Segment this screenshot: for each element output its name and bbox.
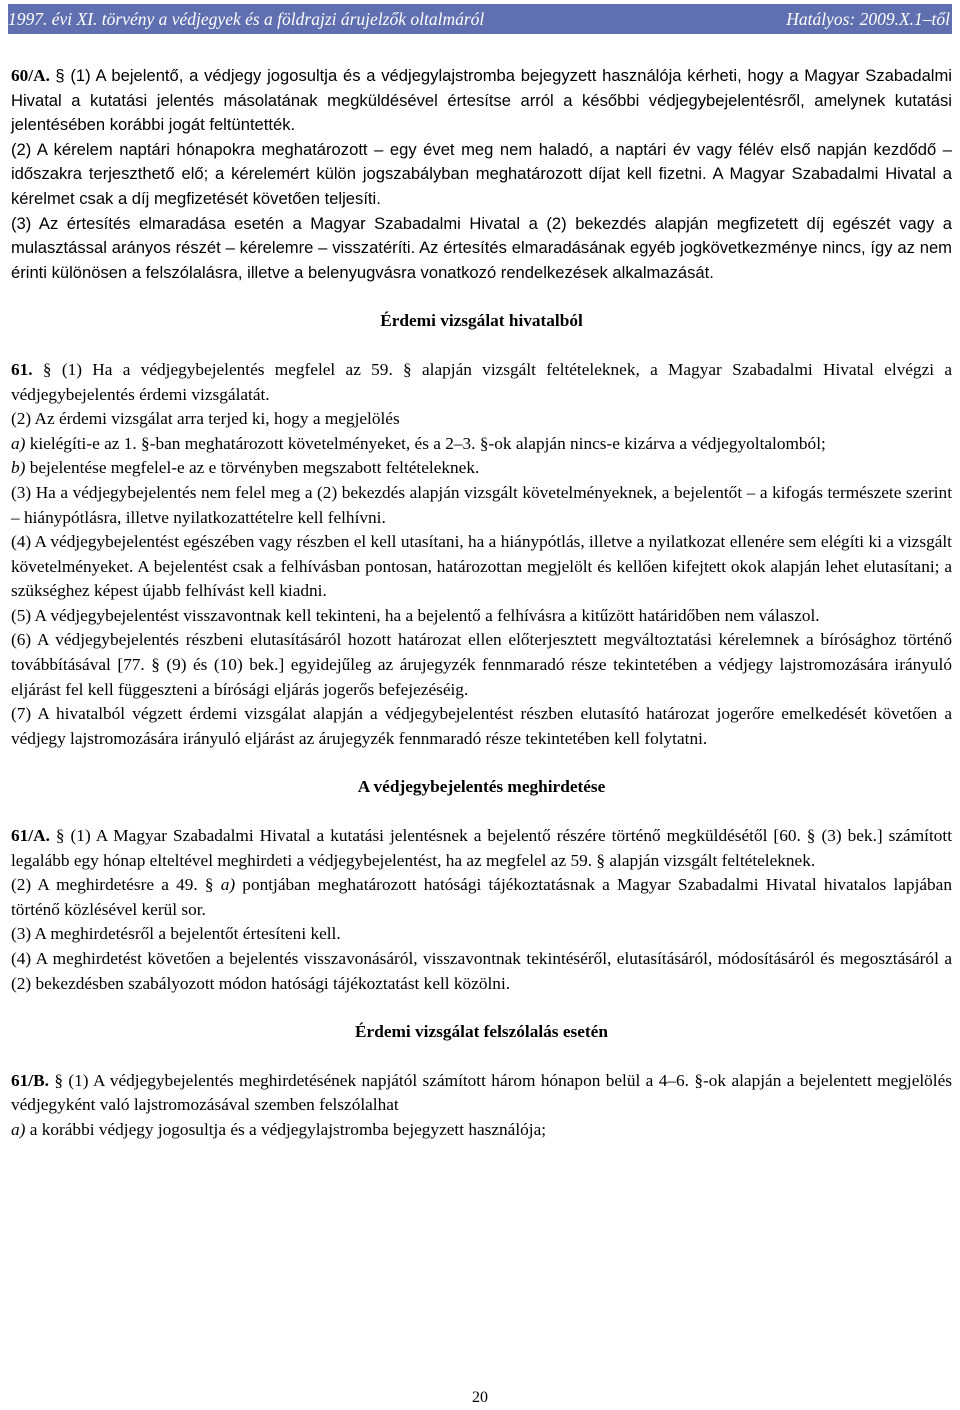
section-61a-paragraph-1 [11,824,952,873]
item-letter: a) [11,433,26,453]
section-heading: Érdemi vizsgálat felszólalás esetén [355,1022,608,1042]
document-body [11,64,952,1143]
item-text: kielégíti-e az 1. §-ban meghatározott követelményeket, és a 2–3. §-ok alapján nincs-e kizárva a védjegyoltalomból; [25,433,826,453]
section-heading: A védjegybejelentés meghirdetése [357,777,606,797]
section-61-paragraph-2: (2) Az érdemi vizsgálat arra terjed ki, hogy a megjelölés [11,409,400,429]
paragraph-text: § (1) A bejelentő, a védjegy jogosultja és a védjegylajstromba bejegyzett használója kérheti, hogy a Magyar Szabadalmi Hivatal a kutatási jelentés másolatának megküldésével értesítse arról a későbbi védjegybejelentésről, amelynek kutatási jelentésében korábbi jogát feltüntették. [11,66,952,135]
section-number: 61/A. [11,826,56,846]
section-60a-paragraph-3: (3) Az értesítés elmaradása esetén a Magyar Szabadalmi Hivatal a (2) bekezdés alapján megfizetett díj egészét vagy a mulasztással arányos részét – kérelemre – visszatéríti. Az értesítés elmaradásának egyéb jogkövetkezménye nincs, így az nem érinti különösen a felszólalásra, illetve a belenyugvásra vonatkozó rendelkezések alkalmazását. [11,213,952,282]
section-61-item-b [11,456,952,481]
section-61-item-a [11,432,952,457]
section-61-paragraph-3: (3) Ha a védjegybejelentés nem felel meg a (2) bekezdés alapján vizsgált követelményeknek, a bejelentőt – a kifogás természete szerint – hiánypótlásra, illetve nyilatkozattételre kell felhívni. [11,482,952,527]
section-number: 60/A. [11,66,56,85]
paragraph-text: (2) A meghirdetésre a 49. § [11,875,221,895]
item-text: a korábbi védjegy jogosultja és a védjegylajstromba bejegyzett használója; [25,1119,547,1139]
section-61a-paragraph-3: (3) A meghirdetésről a bejelentőt értesíteni kell. [11,924,341,944]
header-effective-date: Hatályos: 2009.X.1–től [786,9,950,29]
section-61b-paragraph-1 [11,1069,952,1118]
page-number: 20 [472,1389,488,1406]
header-law-title: 1997. évi XI. törvény a védjegyek és a földrajzi árujelzők oltalmáról [8,9,485,29]
section-60a-paragraph-2: (2) A kérelem naptári hónapokra meghatározott – egy évet meg nem haladó, a naptári év vagy félév első napján kezdődő – időszakra terjeszthető elő; a kérelemért külön jogszabályban meghatározott díjat kell fizetni. A Magyar Szabadalmi Hivatal a kérelmet csak a díj megfizetését követően teljesíti. [11,139,952,208]
item-letter: a) [11,1119,26,1139]
section-61a-paragraph-2 [11,873,952,922]
section-60a-paragraph-1 [11,64,952,138]
section-61-paragraph-7: (7) A hivatalból végzett érdemi vizsgálat alapján a védjegybejelentést részben elutasító határozat jogerőre emelkedését követően a védjegy lajstromozására irányuló eljárást az árujegyzék fennmaradó része tekintetében kell folytatni. [11,704,952,748]
section-number: 61. [11,359,43,379]
section-61-paragraph-1 [11,358,952,407]
section-61a-paragraph-4: (4) A meghirdetést követően a bejelentés visszavonásáról, visszavontnak tekintéséről, elutasításáról, módosításáról és megosztásáról a (2) bekezdésben szabályozott módon hatósági tájékoztatást kell közölni. [11,949,952,993]
section-61-paragraph-4: (4) A védjegybejelentést egészében vagy részben el kell utasítani, ha a hiánypótlás, illetve a nyilatkozat ellenére sem elégíti ki a vizsgált követelményeket. A bejelentést csak a felhívásban pontosan, határozottan megjelölt és kellően kifejtett okok alapján lehet elutasítani; a szükséghez képest újabb felhívást kell kiadni. [11,532,952,601]
item-text: bejelentése megfelel-e az e törvényben megszabott feltételeknek. [25,458,480,478]
section-61-paragraph-5: (5) A védjegybejelentést visszavontnak kell tekinteni, ha a bejelentő a felhívásra a kitűzött határidőben nem válaszol. [11,605,820,625]
paragraph-text: § (1) Ha a védjegybejelentés megfelel az 59. § alapján vizsgált feltételeknek, a Magyar Szabadalmi Hivatal elvégzi a védjegybejelentés érdemi vizsgálatát. [11,359,953,404]
section-61b-item-a [11,1118,952,1143]
paragraph-text: § (1) A Magyar Szabadalmi Hivatal a kutatási jelentésnek a bejelentő részére történő megküldésétől [60. § (3) bek.] számított legalább egy hónap elteltével meghirdeti a védjegybejelentést, ha az megfelel az 59. § alapján vizsgált feltételeknek. [11,826,953,870]
document-header [8,4,952,34]
section-heading: Érdemi vizsgálat hivatalból [380,311,583,331]
section-61-paragraph-6: (6) A védjegybejelentés részbeni elutasításáról hozott határozat ellen előterjesztett megváltoztatási kérelemnek a bírósághoz történő továbbításával [77. § (9) és (10) bek.] egyidejűleg az árujegyzék fennmaradó része tekintetében a védjegy lajstromozására irányuló eljárást fel kell függeszteni a bírósági eljárás jogerős befejezéséig. [11,630,952,699]
item-letter: b) [11,458,26,478]
paragraph-text: pontjában meghatározott hatósági tájékoztatásnak a Magyar Szabadalmi Hivatal hivatalos lapjában történő közlésével kerül sor. [11,875,952,919]
paragraph-text: § (1) A védjegybejelentés meghirdetésének napjától számított három hónapon belül a 4–6. §-ok alapján a bejelentett megjelölés védjegyként való lajstromozásával szemben felszólalhat [11,1070,952,1115]
item-letter: a) [220,875,236,895]
section-number: 61/B. [11,1070,55,1090]
